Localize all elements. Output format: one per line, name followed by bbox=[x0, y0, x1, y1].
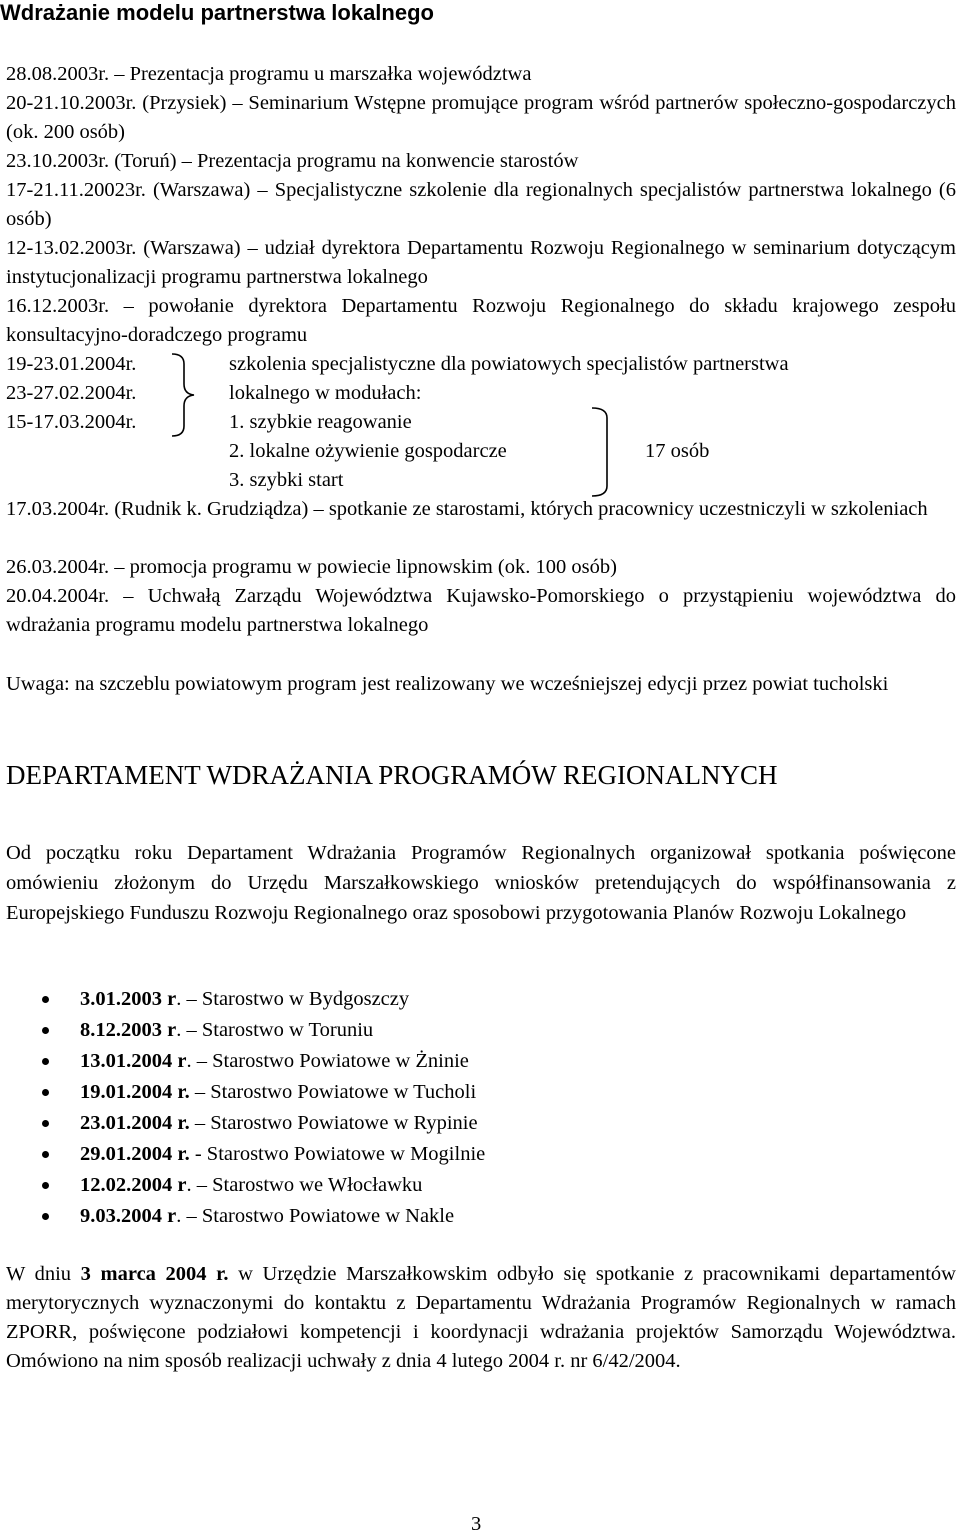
note-paragraph: Uwaga: na szczeblu powiatowym program jest realizowany we wcześniejszej edycji przez powiat tucholski bbox=[6, 673, 889, 695]
list-item: 9.03.2004 r. – Starostwo Powiatowe w Nakle bbox=[0, 1201, 485, 1232]
page-number: 3 bbox=[471, 1513, 482, 1535]
meeting-place: Starostwo w Toruniu bbox=[201, 1019, 374, 1041]
timeline-entry-1: 28.08.2003r. – Prezentacja programu u marszałka województwa bbox=[6, 63, 532, 85]
meeting-date: 23.01.2004 r. bbox=[80, 1112, 190, 1134]
bullet-icon bbox=[42, 1182, 49, 1189]
training-date-2: 23-27.02.2004r. bbox=[6, 382, 137, 404]
modules-participants: 17 osób bbox=[645, 440, 710, 462]
meeting-date: 13.01.2004 r bbox=[80, 1050, 187, 1072]
page-heading: Wdrażanie modelu partnerstwa lokalnego bbox=[0, 0, 434, 25]
timeline-entry-9: 20.04.2004r. – Uchwałą Zarządu Województwa Kujawsko-Pomorskiego o przystąpieniu województwa do wdrażania programu modelu partnerstwa lokalnego bbox=[6, 585, 956, 636]
list-item: 29.01.2004 r. - Starostwo Powiatowe w Mogilnie bbox=[0, 1139, 485, 1170]
list-item: 3.01.2003 r. – Starostwo w Bydgoszczy bbox=[0, 984, 485, 1015]
training-description: szkolenia specjalistyczne dla powiatowych specjalistów partnerstwa bbox=[229, 353, 789, 375]
training-dates-brace bbox=[168, 350, 200, 440]
meeting-date: 12.02.2004 r bbox=[80, 1174, 187, 1196]
training-date-1: 19-23.01.2004r. bbox=[6, 353, 137, 375]
timeline-entry-7: 17.03.2004r. (Rudnik k. Grudziądza) – spotkanie ze starostami, których pracownicy uczestniczyli w szkoleniach bbox=[6, 498, 928, 520]
intro-paragraph: Od początku roku Departament Wdrażania Programów Regionalnych organizował spotkania poświęcone omówieniu złożonym do Urzędu Marszałkowskiego wniosków pretendujących do współfinansowania z Europejskiego Funduszu Rozwoju Regionalnego oraz sposobowi przygotowania Planów Rozwoju Lokalnego bbox=[6, 842, 956, 924]
meeting-date: 3.01.2003 r bbox=[80, 988, 177, 1010]
bullet-icon bbox=[42, 996, 49, 1003]
bullet-icon bbox=[42, 1151, 49, 1158]
module-1: 1. szybkie reagowanie bbox=[229, 411, 412, 433]
section-title: DEPARTAMENT WDRAŻANIA PROGRAMÓW REGIONALNYCH bbox=[6, 760, 778, 790]
meeting-date: 9.03.2004 r bbox=[80, 1205, 177, 1227]
list-item: 13.01.2004 r. – Starostwo Powiatowe w Żninie bbox=[0, 1046, 485, 1077]
meeting-place: Starostwo Powiatowe w Tucholi bbox=[210, 1081, 477, 1103]
meeting-place: Starostwo we Włocławku bbox=[212, 1174, 423, 1196]
meeting-place: Starostwo Powiatowe w Żninie bbox=[212, 1050, 469, 1072]
meeting-date: 29.01.2004 r. bbox=[80, 1143, 190, 1165]
module-3: 3. szybki start bbox=[229, 469, 344, 491]
bullet-icon bbox=[42, 1027, 49, 1034]
meeting-date: 19.01.2004 r. bbox=[80, 1081, 190, 1103]
list-item: 23.01.2004 r. – Starostwo Powiatowe w Rypinie bbox=[0, 1108, 485, 1139]
meeting-place: Starostwo w Bydgoszczy bbox=[201, 988, 410, 1010]
timeline-entry-3: 23.10.2003r. (Toruń) – Prezentacja programu na konwencie starostów bbox=[6, 150, 579, 172]
module-2: 2. lokalne ożywienie gospodarcze bbox=[229, 440, 507, 462]
bullet-icon bbox=[42, 1120, 49, 1127]
timeline-entry-2: 20-21.10.2003r. (Przysiek) – Seminarium Wstępne promujące program wśród partnerów społeczno-gospodarczych (ok. 200 osób) bbox=[6, 92, 956, 143]
timeline-entry-5: 12-13.02.2003r. (Warszawa) – udział dyrektora Departamentu Rozwoju Regionalnego w seminarium dotyczącym instytucjonalizacji programu partnerstwa lokalnego bbox=[6, 237, 956, 288]
timeline-entry-6: 16.12.2003r. – powołanie dyrektora Departamentu Rozwoju Regionalnego do składu krajowego zespołu konsultacyjno-doradczego programu bbox=[6, 295, 956, 346]
list-item: 12.02.2004 r. – Starostwo we Włocławku bbox=[0, 1170, 485, 1201]
meetings-list bbox=[0, 984, 485, 1232]
closing-paragraph: W dniu 3 marca 2004 r. w Urzędzie Marszałkowskim odbyło się spotkanie z pracownikami departamentów merytorycznych wyznaczonymi do kontaktu z Departamentu Wdrażania Programów Regionalnych w ramach ZPORR, poświęcone podziałowi kompetencji i koordynacji wdrażania projektów Samorządu Województwa. Omówiono na nim sposób realizacji uchwały z dnia 4 lutego 2004 r. nr 6/42/2004. bbox=[6, 1263, 956, 1372]
bullet-icon bbox=[42, 1089, 49, 1096]
list-item: 8.12.2003 r. – Starostwo w Toruniu bbox=[0, 1015, 485, 1046]
meeting-place: Starostwo Powiatowe w Nakle bbox=[201, 1205, 455, 1227]
meeting-place: Starostwo Powiatowe w Rypinie bbox=[210, 1112, 478, 1134]
bullet-icon bbox=[42, 1058, 49, 1065]
closing-date: 3 marca 2004 r. bbox=[80, 1263, 229, 1285]
list-item: 19.01.2004 r. – Starostwo Powiatowe w Tucholi bbox=[0, 1077, 485, 1108]
meeting-date: 8.12.2003 r bbox=[80, 1019, 177, 1041]
training-description-cont: lokalnego w modułach: bbox=[229, 382, 422, 404]
bullet-icon bbox=[42, 1213, 49, 1220]
meeting-place: Starostwo Powiatowe w Mogilnie bbox=[206, 1143, 486, 1165]
timeline-entry-8: 26.03.2004r. – promocja programu w powiecie lipnowskim (ok. 100 osób) bbox=[6, 556, 617, 578]
modules-brace bbox=[590, 404, 620, 500]
training-date-3: 15-17.03.2004r. bbox=[6, 411, 137, 433]
timeline-entry-4: 17-21.11.20023r. (Warszawa) – Specjalistyczne szkolenie dla regionalnych specjalistów partnerstwa lokalnego (6 osób) bbox=[6, 179, 956, 230]
